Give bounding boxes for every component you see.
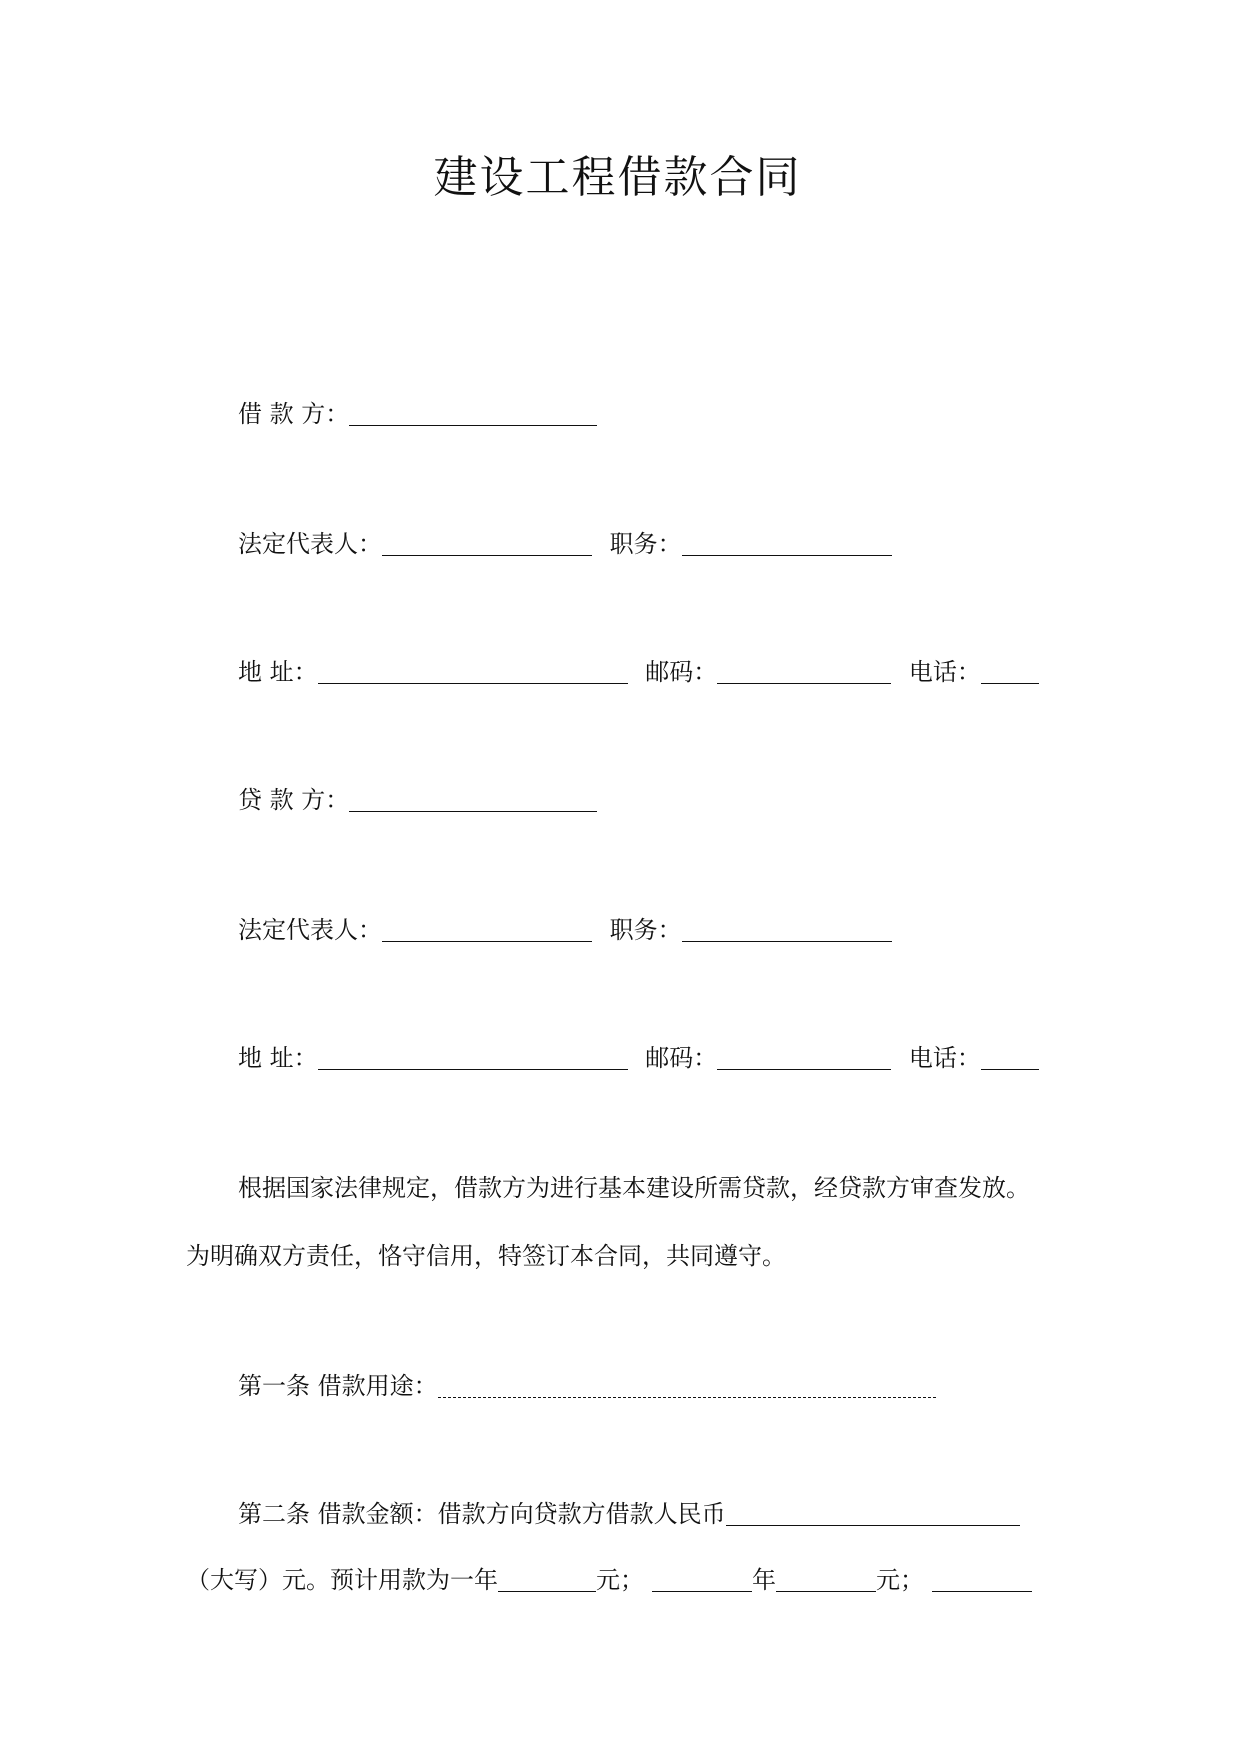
lender-phone-label: 电话： [908, 1044, 981, 1072]
preamble-line-1: 根据国家法律规定，借款方为进行基本建设所需贷款，经贷款方审查发放。 [238, 1174, 1030, 1202]
lender-address-label: 地 址： [238, 1044, 318, 1072]
article-2-text-a: （大写）元。预计用款为一年 [186, 1566, 498, 1594]
article-2-text-b: 元； [596, 1566, 644, 1594]
loan-amount-field[interactable] [726, 1501, 1020, 1526]
borrower-rep-field[interactable] [382, 531, 592, 556]
article-2-label: 第二条 借款金额：借款方向贷款方借款人民币 [238, 1500, 726, 1528]
borrower-phone-label: 电话： [908, 658, 981, 686]
borrower-label: 借 款 方： [238, 400, 350, 428]
lender-post-label: 职务： [609, 916, 682, 944]
year2-amount-field[interactable] [776, 1567, 876, 1592]
borrower-address-field[interactable] [318, 659, 628, 684]
borrower-post-field[interactable] [682, 531, 892, 556]
borrower-zip-field[interactable] [717, 659, 891, 684]
page-title: 建设工程借款合同 [433, 152, 802, 203]
article-2-line-2 [186, 1564, 1032, 1596]
article-1-label: 第一条 借款用途： [238, 1372, 438, 1400]
lender-phone-field[interactable] [981, 1045, 1039, 1070]
lender-label: 贷 款 方： [238, 786, 350, 814]
lender-zip-label: 邮码： [645, 1044, 718, 1072]
borrower-post-label: 职务： [609, 530, 682, 558]
article-2-text-c: 年 [752, 1566, 776, 1594]
lender-zip-field[interactable] [717, 1045, 891, 1070]
lender-field[interactable] [349, 787, 597, 812]
borrower-rep-row [238, 528, 892, 560]
borrower-address-row [238, 656, 1039, 688]
article-2-text-d: 元； [876, 1566, 924, 1594]
article-1-row [238, 1370, 936, 1402]
year1-amount-field[interactable] [498, 1567, 596, 1592]
article-2-row [238, 1498, 1020, 1530]
borrower-zip-label: 邮码： [645, 658, 718, 686]
lender-rep-label: 法定代表人： [238, 916, 382, 944]
lender-post-field[interactable] [682, 917, 892, 942]
loan-purpose-field[interactable] [438, 1373, 936, 1398]
lender-address-row [238, 1042, 1039, 1074]
borrower-rep-label: 法定代表人： [238, 530, 382, 558]
lender-rep-row [238, 914, 892, 946]
borrower-row [238, 398, 597, 430]
lender-row [238, 784, 597, 816]
borrower-address-label: 地 址： [238, 658, 318, 686]
borrower-field[interactable] [349, 401, 597, 426]
year2-field[interactable] [652, 1567, 752, 1592]
year3-field[interactable] [932, 1567, 1032, 1592]
lender-rep-field[interactable] [382, 917, 592, 942]
preamble-line-2: 为明确双方责任，恪守信用，特签订本合同，共同遵守。 [186, 1242, 786, 1270]
borrower-phone-field[interactable] [981, 659, 1039, 684]
lender-address-field[interactable] [318, 1045, 628, 1070]
